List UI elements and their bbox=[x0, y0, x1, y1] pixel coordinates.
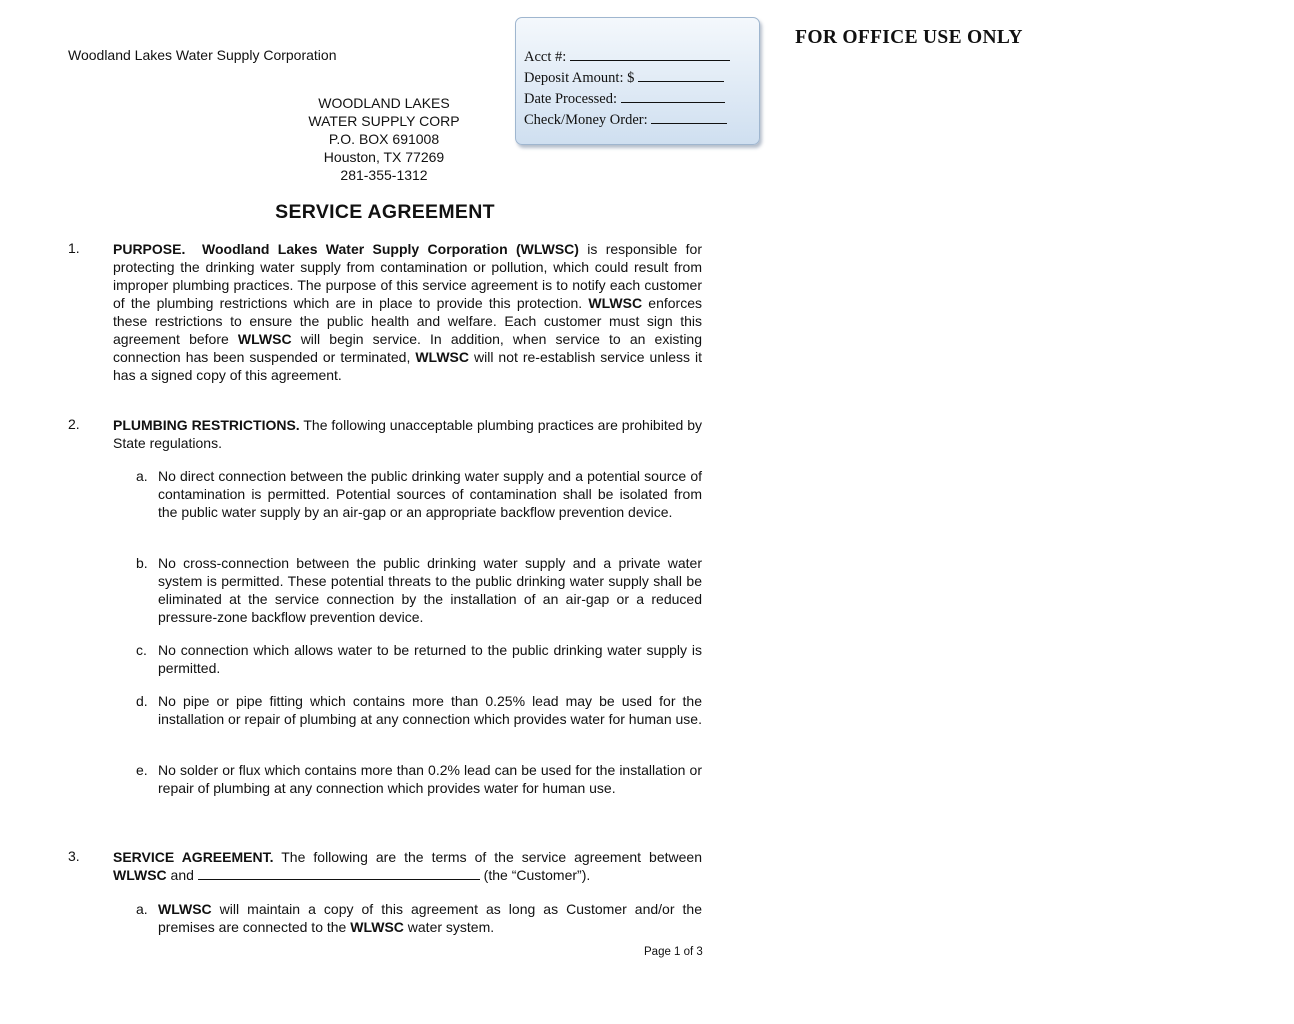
office-use-title: FOR OFFICE USE ONLY bbox=[795, 27, 1023, 48]
corporation-header: Woodland Lakes Water Supply Corporation bbox=[68, 47, 337, 63]
list-item-label: e. bbox=[136, 762, 148, 778]
date-processed-label: Date Processed: bbox=[524, 91, 618, 107]
list-item bbox=[136, 692, 702, 728]
list-item-text: No pipe or pipe fitting which contains more than 0.25% lead may be used for the installation or repair of plumbing at any connection which provides water for human use. bbox=[158, 693, 702, 727]
list-item bbox=[136, 641, 702, 677]
check-money-order-field bbox=[524, 111, 727, 129]
list-item-label: d. bbox=[136, 693, 148, 709]
abbr: WLWSC bbox=[113, 867, 167, 883]
list-item-label: b. bbox=[136, 555, 148, 571]
date-processed-blank bbox=[621, 90, 725, 103]
abbr: WLWSC bbox=[158, 901, 212, 917]
section-heading: PLUMBING RESTRICTIONS. bbox=[113, 417, 300, 433]
address-line: Houston, TX 77269 bbox=[323, 149, 445, 165]
section-heading: PURPOSE. bbox=[113, 241, 186, 257]
org-name: Woodland Lakes Water Supply Corporation (WLWSC) bbox=[202, 241, 579, 257]
mailing-address bbox=[284, 94, 484, 184]
section-number: 1. bbox=[68, 240, 80, 256]
section-purpose bbox=[113, 240, 702, 384]
address-line: WATER SUPPLY CORP bbox=[308, 113, 460, 129]
section-heading: SERVICE AGREEMENT. bbox=[113, 849, 274, 865]
list-item-label: a. bbox=[136, 468, 148, 484]
list-item-text: No connection which allows water to be returned to the public drinking water supply is permitted. bbox=[158, 642, 702, 676]
check-money-order-blank bbox=[651, 111, 727, 124]
body-text: water system. bbox=[403, 919, 495, 935]
abbr: WLWSC bbox=[588, 295, 643, 311]
list-item-label: c. bbox=[136, 642, 147, 658]
section-service-agreement bbox=[113, 848, 702, 884]
list-item bbox=[136, 554, 702, 626]
body-text: is responsible for protecting the drinking water supply from contamination or pollution, which could result from improper plumbing practices. The purpose of this service agreement is to notify each customer of the plumbing restrictions which are in place to provide this protection. bbox=[113, 241, 703, 311]
address-line: WOODLAND LAKES bbox=[318, 95, 450, 111]
list-item bbox=[136, 467, 702, 521]
section-number: 3. bbox=[68, 848, 80, 864]
list-item-text: No direct connection between the public drinking water supply and a potential source of contamination is permitted. Potential sources of contamination shall be isolated from the public water supply by an air-gap or an appropriate backflow prevention device. bbox=[158, 468, 702, 520]
abbr: WLWSC bbox=[415, 349, 469, 365]
section-number: 2. bbox=[68, 416, 80, 432]
deposit-blank bbox=[638, 69, 724, 82]
abbr: WLWSC bbox=[350, 919, 404, 935]
body-text: (the “Customer”). bbox=[479, 867, 591, 883]
body-text: will begin service. In addition, when service to an existing connection has been suspended or terminated, bbox=[113, 331, 703, 365]
section-plumbing-restrictions bbox=[113, 416, 702, 452]
list-item bbox=[136, 761, 702, 797]
customer-name-blank[interactable] bbox=[198, 867, 480, 880]
address-line: P.O. BOX 691008 bbox=[328, 131, 440, 147]
phone-number: 281-355-1312 bbox=[340, 167, 428, 183]
office-use-box bbox=[515, 17, 1023, 145]
list-item-text: No cross-connection between the public drinking water supply and a private water system is permitted. These potential threats to the public drinking water supply shall be eliminated at the service connection by the installation of an air-gap or a reduced pressure-zone backflow prevention device. bbox=[158, 555, 702, 625]
list-item-label: a. bbox=[136, 901, 148, 917]
body-text: The following unacceptable plumbing practices are prohibited by State regulations. bbox=[113, 417, 702, 451]
deposit-field bbox=[524, 69, 724, 87]
body-text: and bbox=[166, 867, 198, 883]
list-item-text bbox=[158, 900, 702, 936]
acct-label: Acct #: bbox=[524, 49, 567, 65]
body-text: will not re-establish service unless it has a signed copy of this agreement. bbox=[113, 349, 702, 383]
list-item-text: No solder or flux which contains more than 0.2% lead can be used for the installation or repair of plumbing at any connection which provides water for human use. bbox=[158, 762, 702, 796]
body-text: The following are the terms of the service agreement between bbox=[273, 849, 702, 865]
abbr: WLWSC bbox=[237, 331, 292, 347]
acct-field bbox=[524, 48, 730, 66]
body-text: will maintain a copy of this agreement as long as Customer and/or the premises are connected to the bbox=[158, 901, 702, 935]
date-processed-field bbox=[524, 90, 725, 108]
acct-blank bbox=[570, 48, 730, 61]
check-money-order-label: Check/Money Order: bbox=[524, 112, 648, 128]
list-item bbox=[136, 900, 702, 936]
deposit-label: Deposit Amount: $ bbox=[524, 70, 635, 86]
page-number: Page 1 of 3 bbox=[644, 946, 703, 958]
body-text: enforces these restrictions to ensure the public health and welfare. Each customer must sign this agreement before bbox=[113, 295, 702, 347]
document-title: SERVICE AGREEMENT bbox=[275, 201, 495, 223]
